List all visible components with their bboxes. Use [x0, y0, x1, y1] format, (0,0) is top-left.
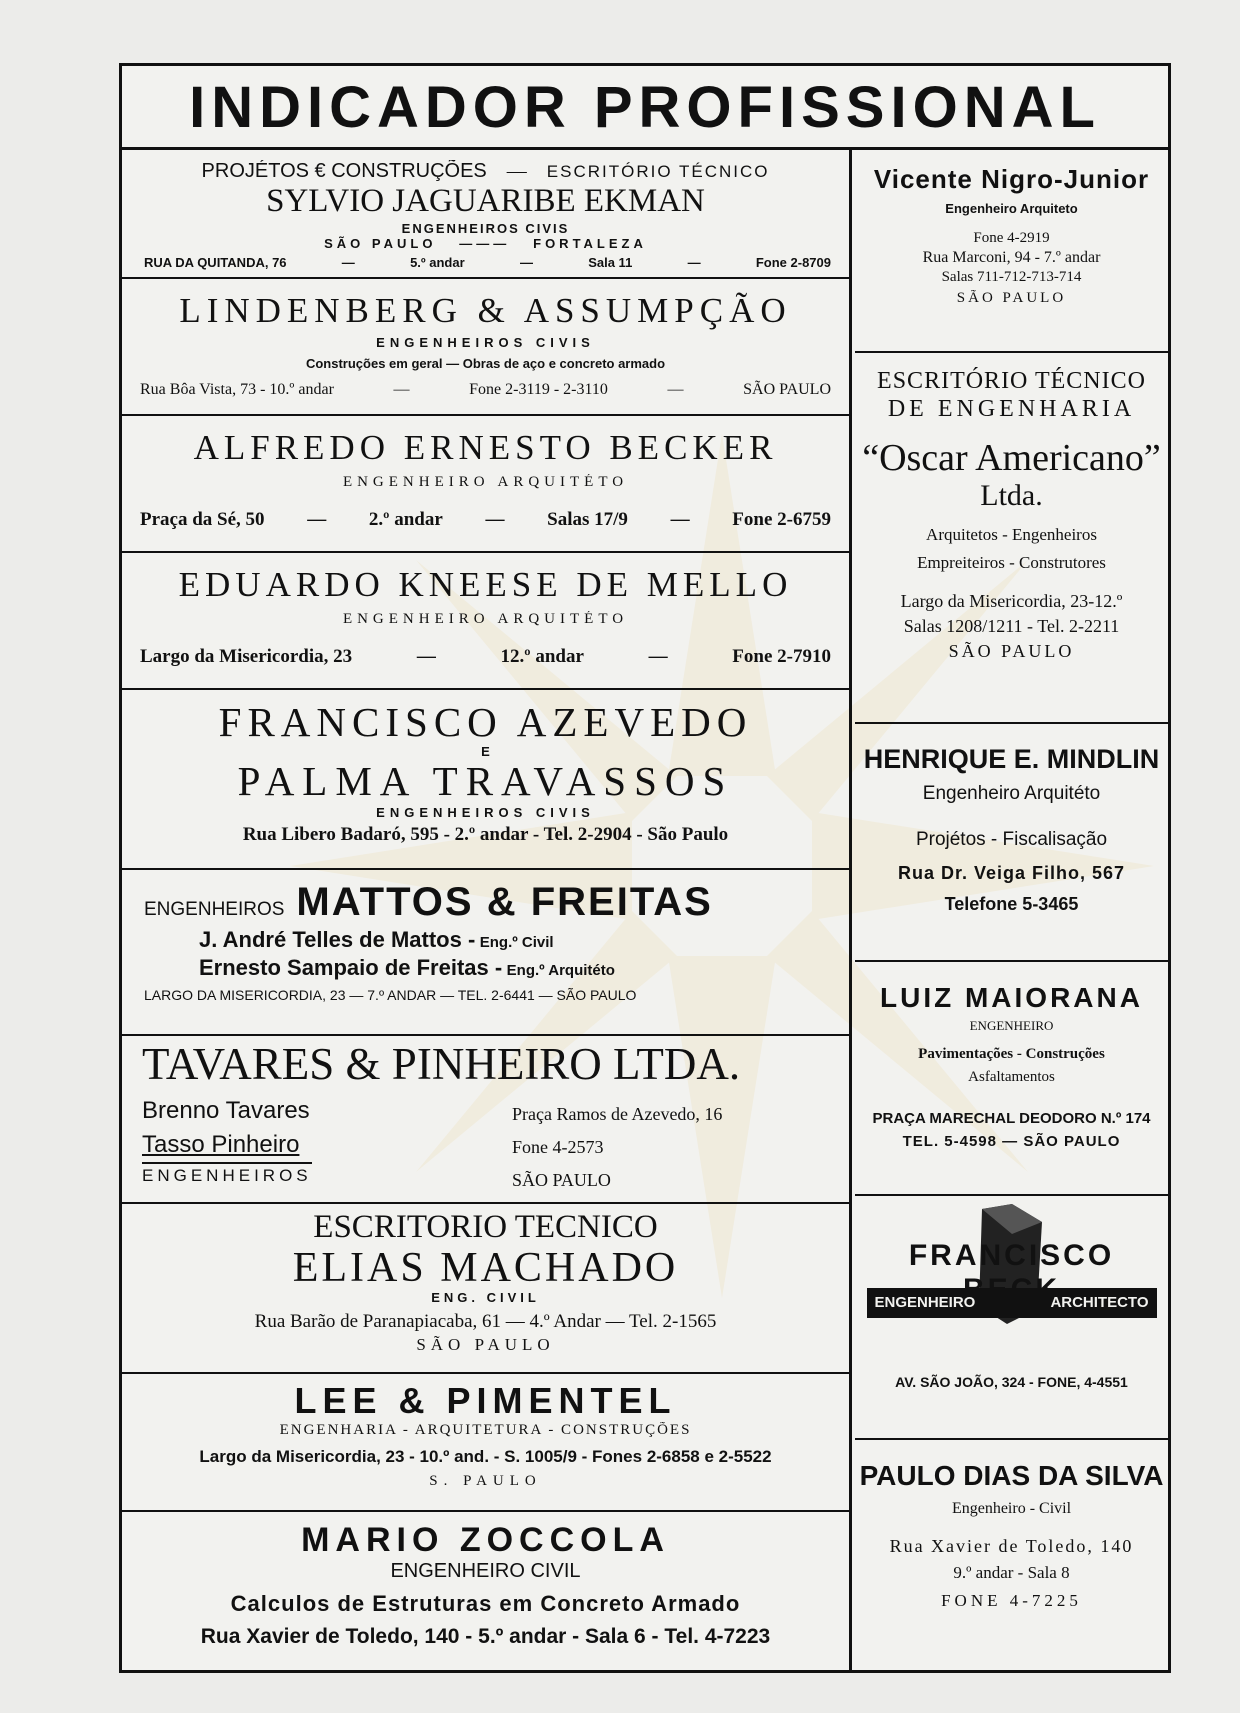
paulo-address: Rua Xavier de Toledo, 140: [889, 1536, 1134, 1556]
azevedo-title: ENGENHEIROS CIVIS: [376, 805, 595, 820]
listing-lindenberg: [122, 279, 849, 416]
machado-address: Rua Barão de Paranapiacaba, 61 — 4.º Andar — Tel. 2-1565: [254, 1311, 717, 1332]
kneese-address: Largo da Misericordia, 23 — 12.º andar — Fone 2-7910: [140, 646, 831, 667]
oscar-roles-1: Arquitetos - Engenheiros: [926, 525, 1097, 544]
oscar-office-type: ESCRITÓRIO TÉCNICO: [877, 368, 1146, 394]
mindlin-title: Engenheiro Arquitéto: [922, 783, 1101, 804]
listing-lee: [122, 1374, 849, 1512]
azevedo-conjunction: E: [481, 744, 490, 759]
listing-tavares: [122, 1036, 849, 1204]
tavares-title: ENGENHEIROS: [142, 1162, 312, 1186]
maiorana-address: PRAÇA MARECHAL DEODORO N.º 174: [872, 1110, 1151, 1127]
zoccola-address: Rua Xavier de Toledo, 140 - 5.º andar - Sala 6 - Tel. 4-7223: [200, 1625, 771, 1648]
lee-city: S. PAULO: [429, 1473, 542, 1489]
listing-becker: [122, 416, 849, 553]
ekman-separator: —: [506, 160, 527, 182]
tavares-phone: Fone 4-2573: [512, 1137, 604, 1157]
left-column: [122, 150, 852, 1670]
machado-office-type: ESCRITORIO TECNICO: [313, 1209, 658, 1245]
tavares-name: TAVARES & PINHEIRO LTDA.: [142, 1039, 741, 1089]
page-title: INDICADOR PROFISSIONAL: [122, 66, 1168, 150]
oscar-name: “Oscar Americano”: [862, 437, 1161, 479]
oscar-address: Largo da Misericordia, 23-12.º: [900, 591, 1123, 611]
zoccola-name: MARIO ZOCCOLA: [301, 1521, 670, 1559]
azevedo-name-2: PALMA TRAVASSOS: [237, 759, 734, 803]
lindenberg-address: Rua Bôa Vista, 73 - 10.º andar — Fone 2-3119 - 2-3110 — SÃO PAULO: [140, 381, 831, 398]
nigro-address: Rua Marconi, 94 - 7.º andar: [922, 249, 1101, 266]
listing-maiorana: [855, 962, 1168, 1196]
right-column: [855, 150, 1168, 1670]
mattos-address: LARGO DA MISERICORDIA, 23 — 7.º ANDAR — TEL. 2-6441 — SÃO PAULO: [144, 987, 637, 1003]
listing-mindlin: [855, 724, 1168, 962]
zoccola-services: Calculos de Estruturas em Concreto Armado: [230, 1591, 741, 1616]
ekman-city-separator: ———: [459, 236, 511, 251]
lee-address: Largo da Misericordia, 23 - 10.º and. - S. 1005/9 - Fones 2-6858 e 2-5522: [199, 1447, 772, 1466]
beck-logo-right: ARCHITECTO: [1050, 1294, 1149, 1311]
lindenberg-name: LINDENBERG & ASSUMPÇÃO: [179, 291, 792, 330]
machado-name: ELIAS MACHADO: [292, 1246, 679, 1290]
lee-services: ENGENHARIA - ARQUITETURA - CONSTRUÇÕES: [279, 1422, 692, 1438]
mindlin-address: Rua Dr. Veiga Filho, 567: [897, 863, 1126, 883]
tavares-partner-1: Brenno Tavares: [142, 1097, 310, 1124]
maiorana-services-1: Pavimentações - Construções: [918, 1046, 1105, 1062]
ekman-city-1: SÃO PAULO: [324, 236, 437, 251]
listing-kneese: [122, 553, 849, 690]
listing-oscar-americano: [855, 353, 1168, 724]
paulo-floor: 9.º andar - Sala 8: [953, 1563, 1070, 1582]
oscar-rooms: Salas 1208/1211 - Tel. 2-2211: [903, 616, 1120, 636]
listing-mattos: [122, 870, 849, 1036]
beck-logo-left: ENGENHEIRO: [874, 1294, 976, 1311]
directory-page: [119, 63, 1171, 1673]
listing-zoccola: [122, 1512, 849, 1670]
ekman-services: PROJÉTOS € CONSTRUÇÕES: [201, 160, 487, 182]
ekman-title: ENGENHEIROS CIVIS: [401, 221, 570, 236]
azevedo-name-1: FRANCISCO AZEVEDO: [218, 700, 753, 744]
machado-city: SÃO PAULO: [416, 1335, 555, 1354]
ekman-office-type: ESCRITÓRIO TÉCNICO: [546, 162, 770, 181]
listing-azevedo: [122, 690, 849, 870]
listing-ekman: [122, 150, 849, 279]
tavares-city: SÃO PAULO: [512, 1170, 611, 1190]
lindenberg-services: Construções em geral — Obras de aço e concreto armado: [305, 356, 666, 371]
becker-title: ENGENHEIRO ARQUITÉTO: [342, 474, 629, 490]
azevedo-address: Rua Libero Badaró, 595 - 2.º andar - Tel. 2-2904 - São Paulo: [242, 824, 729, 845]
becker-address: Praça da Sé, 50 — 2.º andar — Salas 17/9 — Fone 2-6759: [140, 509, 831, 530]
becker-name: ALFREDO ERNESTO BECKER: [193, 428, 778, 467]
nigro-phone: Fone 4-2919: [973, 230, 1050, 246]
oscar-office-type-2: DE ENGENHARIA: [887, 396, 1136, 422]
lindenberg-title: ENGENHEIROS CIVIS: [376, 335, 595, 350]
oscar-city: SÃO PAULO: [948, 641, 1075, 661]
nigro-title: Engenheiro Arquiteto: [945, 201, 1078, 216]
mattos-prefix: ENGENHEIROS: [144, 899, 285, 920]
mindlin-services: Projétos - Fiscalisação: [915, 829, 1108, 850]
mindlin-phone: Telefone 5-3465: [944, 894, 1079, 914]
kneese-title: ENGENHEIRO ARQUITÉTO: [342, 611, 629, 627]
oscar-suffix: Ltda.: [980, 479, 1043, 512]
mattos-partner-2: Ernesto Sampaio de Freitas -: [199, 955, 503, 980]
listing-paulo: [855, 1440, 1168, 1670]
machado-title: ENG. CIVIL: [431, 1290, 540, 1305]
paulo-name: PAULO DIAS DA SILVA: [859, 1460, 1164, 1491]
nigro-name: Vicente Nigro-Junior: [873, 164, 1150, 194]
paulo-title: Engenheiro - Civil: [951, 1500, 1072, 1517]
listing-beck: [855, 1196, 1168, 1440]
tavares-partner-2: Tasso Pinheiro: [142, 1131, 300, 1158]
maiorana-name: LUIZ MAIORANA: [880, 982, 1143, 1013]
ekman-address: RUA DA QUITANDA, 76 — 5.º andar — Sala 11 — Fone 2-8709: [144, 255, 831, 270]
mattos-partner-1-role: Eng.º Civil: [479, 934, 554, 951]
maiorana-title: ENGENHEIRO: [969, 1018, 1054, 1033]
listing-machado: [122, 1204, 849, 1374]
ekman-name: SYLVIO JAGUARIBE EKMAN: [266, 183, 705, 219]
zoccola-title: ENGENHEIRO CIVIL: [390, 1560, 581, 1582]
maiorana-services-2: Asfaltamentos: [968, 1069, 1055, 1085]
nigro-city: SÃO PAULO: [956, 290, 1067, 306]
mattos-partner-2-role: Eng.º Arquitéto: [506, 962, 615, 979]
lee-name: LEE & PIMENTEL: [294, 1380, 677, 1421]
nigro-rooms: Salas 711-712-713-714: [941, 269, 1082, 285]
kneese-name: EDUARDO KNEESE DE MELLO: [178, 565, 793, 604]
maiorana-phone: TEL. 5-4598 — SÃO PAULO: [902, 1133, 1121, 1150]
beck-logo: [867, 1204, 1157, 1334]
beck-logo-name: FRANCISCO: [908, 1239, 1115, 1272]
oscar-roles-2: Empreiteiros - Construtores: [917, 553, 1106, 572]
tavares-address: Praça Ramos de Azevedo, 16: [512, 1104, 723, 1124]
paulo-phone: FONE 4-7225: [941, 1591, 1082, 1610]
ekman-city-2: FORTALEZA: [533, 236, 647, 251]
mindlin-name: HENRIQUE E. MINDLIN: [863, 744, 1160, 774]
mattos-partner-1: J. André Telles de Mattos -: [199, 927, 476, 952]
listing-nigro: [855, 150, 1168, 353]
beck-address: AV. SÃO JOÃO, 324 - FONE, 4-4551: [895, 1374, 1128, 1390]
mattos-name: MATTOS & FREITAS: [296, 880, 713, 924]
